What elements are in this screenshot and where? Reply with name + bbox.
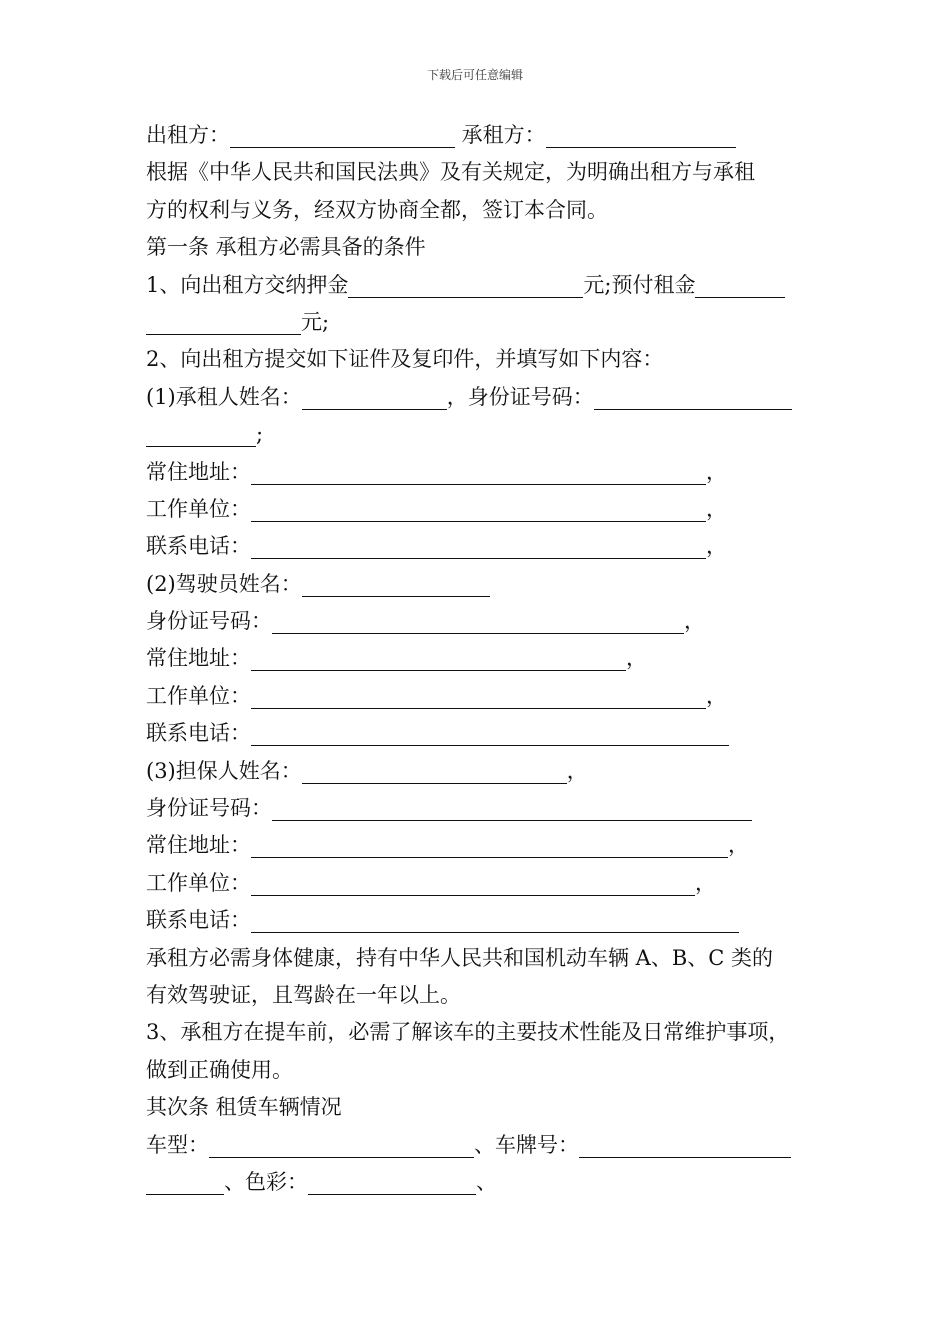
guarantor-work-label: 工作单位： [146, 870, 251, 895]
driver-phone-line [146, 715, 826, 752]
lessee-work-line [146, 491, 826, 528]
lessor-label: 出租方： [146, 123, 230, 147]
vehicle-model-line [146, 1127, 826, 1164]
documents-line: 2、向出租方提交如下证件及复印件，并填写如下内容： [146, 347, 664, 372]
lessee-name-label: (1)承租人姓名： [146, 384, 302, 409]
comma: ， [706, 496, 727, 521]
plate-number-blank[interactable] [579, 1135, 791, 1158]
contract-body [146, 117, 826, 1201]
driver-id-label: 身份证号码： [146, 609, 272, 634]
prepaid-rent-blank[interactable] [695, 275, 785, 298]
plate-number-label: 、车牌号： [474, 1132, 579, 1157]
comma: ， [706, 459, 727, 484]
lessee-address-blank[interactable] [251, 462, 706, 485]
lessee-id-blank-2[interactable] [146, 424, 256, 447]
enumeration-comma: 、 [476, 1169, 497, 1194]
comma: ， [695, 870, 716, 895]
guarantor-name-line [146, 753, 826, 790]
lessee-id-line-2 [146, 416, 826, 453]
prepaid-rent-line-2 [146, 304, 826, 341]
lessee-phone-line [146, 528, 826, 565]
license-requirement-line-1: 承租方必需身体健康，持有中华人民共和国机动车辆 A、B、C 类的 [146, 945, 774, 970]
guarantor-phone-blank[interactable] [251, 910, 739, 933]
lessee-address-label: 常住地址： [146, 459, 251, 484]
driver-name-line [146, 566, 826, 603]
guarantor-name-label: (3)担保人姓名： [146, 758, 302, 783]
driver-work-label: 工作单位： [146, 683, 251, 708]
guarantor-phone-label: 联系电话： [146, 908, 251, 933]
prepaid-rent-label: 元;预付租金 [583, 272, 696, 297]
lessee-label: 承租方： [455, 123, 546, 147]
lessee-blank[interactable] [546, 125, 736, 148]
driver-name-label: (2)驾驶员姓名： [146, 571, 302, 596]
color-blank[interactable] [308, 1172, 476, 1195]
prepaid-rent-blank-2[interactable] [146, 312, 301, 335]
license-requirement-line-2: 有效驾驶证，且驾龄在一年以上。 [146, 982, 461, 1007]
driver-work-line [146, 678, 826, 715]
guarantor-phone-line [146, 902, 826, 939]
guarantor-address-line [146, 827, 826, 864]
driver-phone-blank[interactable] [251, 723, 729, 746]
comma: ， [566, 758, 588, 783]
driver-id-line [146, 603, 826, 640]
guarantor-address-blank[interactable] [251, 835, 728, 858]
parties-line [146, 117, 826, 154]
guarantor-id-label: 身份证号码： [146, 796, 272, 821]
inspection-line-2: 做到正确使用。 [146, 1057, 293, 1082]
comma: ， [706, 534, 727, 559]
guarantor-id-line [146, 790, 826, 827]
color-label: 、色彩： [224, 1169, 308, 1194]
driver-id-blank[interactable] [272, 611, 684, 634]
vehicle-color-line [146, 1164, 826, 1201]
guarantor-work-blank[interactable] [251, 873, 695, 896]
guarantor-address-label: 常住地址： [146, 833, 251, 858]
comma: ， [706, 683, 727, 708]
driver-address-blank[interactable] [251, 648, 626, 671]
comma: ， [728, 833, 749, 858]
intro-line-2: 方的权利与义务，经双方协商全都，签订本合同。 [146, 197, 608, 222]
page-header-note: 下载后可任意编辑 [426, 68, 523, 82]
plate-number-blank-2[interactable] [146, 1172, 224, 1195]
driver-address-line [146, 640, 826, 677]
lessor-blank[interactable] [230, 125, 455, 148]
lessee-phone-label: 联系电话： [146, 534, 251, 559]
guarantor-id-blank[interactable] [272, 798, 752, 821]
semicolon: ; [256, 422, 264, 447]
intro-line-1: 根据《中华人民共和国民法典》及有关规定，为明确出租方与承租 [146, 160, 755, 185]
lessee-work-label: 工作单位： [146, 496, 251, 521]
article-2-title: 其次条 租赁车辆情况 [146, 1095, 342, 1120]
article-1-title: 第一条 承租方必需具备的条件 [146, 235, 426, 260]
comma: ， [626, 646, 647, 671]
lessee-address-line [146, 454, 826, 491]
deposit-label: 1、向出租方交纳押金 [146, 272, 349, 297]
inspection-line-1: 3、承租方在提车前，必需了解该车的主要技术性能及日常维护事项， [146, 1020, 790, 1045]
deposit-blank[interactable] [348, 275, 583, 298]
lessee-id-blank[interactable] [594, 387, 792, 410]
lessee-phone-blank[interactable] [251, 536, 706, 559]
driver-name-blank[interactable] [302, 574, 490, 597]
driver-phone-label: 联系电话： [146, 721, 251, 746]
lessee-work-blank[interactable] [251, 499, 706, 522]
deposit-line [146, 267, 826, 304]
comma: ， [684, 609, 705, 634]
yuan-label: 元; [301, 309, 330, 334]
guarantor-name-blank[interactable] [302, 761, 567, 784]
vehicle-model-blank[interactable] [209, 1135, 474, 1158]
vehicle-model-label: 车型： [146, 1132, 209, 1157]
lessee-name-line [146, 379, 826, 416]
guarantor-work-line [146, 865, 826, 902]
driver-address-label: 常住地址： [146, 646, 251, 671]
lessee-id-label: ，身份证号码： [446, 384, 594, 409]
driver-work-blank[interactable] [251, 686, 706, 709]
lessee-name-blank[interactable] [302, 387, 447, 410]
